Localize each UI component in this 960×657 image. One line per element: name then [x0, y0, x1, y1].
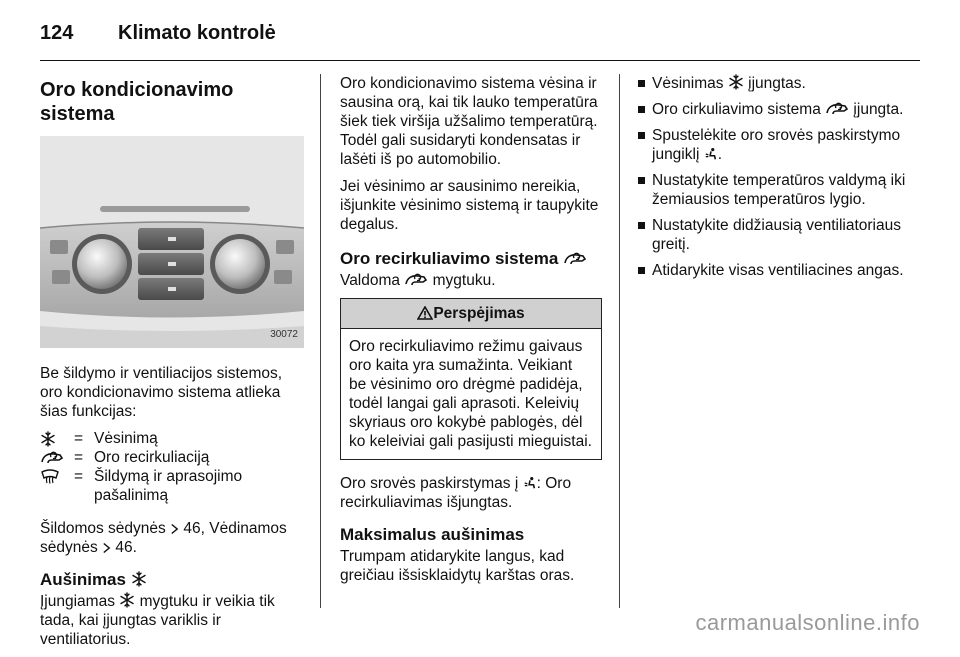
page-reference-icon: [102, 542, 111, 554]
function-legend: [40, 429, 305, 505]
list-item-text: Vėsinimas: [652, 75, 728, 92]
airflow-distribution-icon: [523, 476, 537, 490]
recirculation-text: mygtuku.: [428, 272, 496, 289]
list-item-text: Nustatykite didžiausią ventiliatoriaus greitį.: [652, 217, 901, 253]
snowflake-icon: [40, 431, 56, 447]
airflow-paragraph: [340, 474, 602, 512]
legend-equals: =: [74, 449, 84, 466]
warning-triangle-icon: [417, 306, 433, 320]
list-item: [638, 100, 908, 119]
image-reference-number: 30072: [270, 329, 298, 340]
recirculation-text: Valdoma: [340, 272, 405, 289]
column-right: [638, 74, 908, 287]
list-item: [638, 216, 908, 254]
chapter-title: Klimato kontrolė: [118, 22, 276, 44]
list-item-text: įjungtas.: [743, 75, 806, 92]
legend-row: [40, 467, 305, 505]
legend-row: [40, 448, 305, 467]
airflow-text: : Oro recirkuliavimas išjungtas.: [340, 475, 572, 511]
column-divider: [320, 74, 321, 608]
legend-equals: =: [74, 468, 84, 485]
max-cooling-paragraph: Trumpam atidarykite langus, kad greičiau išsisklaidytų karštas oras.: [340, 548, 575, 584]
ac-paragraph-1: Oro kondicionavimo sistema vėsina ir sausina orą, kai tik lauko temperatūra šiek tiek viršija užšalimo temperatūrą. Todėl gali susidaryti kondensatas ir lašėti iš po automobilio.: [340, 75, 598, 168]
list-item-text: Nustatykite temperatūros valdymą iki žemiausios temperatūros lygio.: [652, 172, 906, 208]
list-item: [638, 74, 908, 93]
legend-equals: =: [74, 430, 84, 447]
recirculation-icon: [825, 102, 849, 116]
ac-paragraph-2: Jei vėsinimo ar sausinimo nereikia, išjunkite vėsinimo sistemą ir taupykite degalus.: [340, 178, 599, 233]
warning-text: Oro recirkuliavimo režimu gaivaus oro kaita yra sumažinta. Veikiant be vėsinimo oro drėgmė padidėja, todėl langai gali aprasoti. Keleivių skyriaus oro kokybė pablogės, dėl ko keleiviai gali pasijusti mieguistai.: [349, 338, 592, 450]
recirculation-heading-text: Oro recirkuliavimo sistema: [340, 249, 563, 268]
list-item: [638, 126, 908, 164]
recirculation-paragraph: [340, 271, 602, 290]
recirculation-heading: [340, 248, 602, 269]
defrost-icon: [40, 469, 60, 485]
snowflake-icon: [119, 592, 135, 608]
legend-row: [40, 429, 305, 448]
legend-text: Oro recirkuliaciją: [94, 449, 210, 466]
column-middle: [340, 74, 602, 593]
watermark: carmanualsonline.info: [695, 610, 920, 635]
control-panel-illustration: [40, 136, 304, 348]
warning-header: [341, 299, 601, 329]
list-item-text: Atidarykite visas ventiliacines angas.: [652, 262, 904, 279]
intro-paragraph: Be šildymo ir ventiliacijos sistemos, oro kondicionavimo sistema atlieka šias funkcijas:: [40, 365, 283, 420]
list-item: [638, 171, 908, 209]
climate-control-panel-photo: [40, 136, 304, 348]
section-title: Oro kondicionavimo sistema: [40, 79, 234, 125]
cooling-text: Įjungiamas: [40, 593, 120, 610]
warning-box: [340, 298, 602, 460]
recirculation-icon: [404, 273, 428, 287]
column-left: [40, 74, 305, 657]
page-number: 124: [40, 22, 74, 44]
list-item-text: Oro cirkuliavimo sistema: [652, 101, 826, 118]
max-cooling-heading: Maksimalus aušinimas: [340, 525, 525, 544]
seats-reference-paragraph: [40, 519, 305, 557]
page-reference-icon: [170, 523, 179, 535]
legend-text: Vėsinimą: [94, 430, 158, 447]
legend-text: Šildymą ir aprasojimo pašalinimą: [94, 468, 243, 504]
list-item: [638, 261, 908, 280]
seats-text[interactable]: 46.: [115, 539, 137, 556]
page-header: [40, 14, 920, 54]
seats-text: Šildomos sėdynės: [40, 520, 171, 537]
snowflake-icon: [728, 74, 744, 90]
cooling-heading: [40, 569, 305, 590]
airflow-text: Oro srovės paskirstymas į: [340, 475, 523, 492]
seats-text[interactable]: 46, Vėdinamos sėdynės: [40, 520, 287, 556]
header-rule: [40, 60, 920, 61]
list-item-text: įjungta.: [849, 101, 904, 118]
cooling-text: mygtuku ir veikia tik tada, kai įjungtas variklis ir ventiliatorius.: [40, 593, 275, 648]
cooling-paragraph: [40, 592, 305, 649]
max-cooling-steps: [638, 74, 908, 280]
recirculation-icon: [563, 252, 587, 266]
cooling-heading-text: Aušinimas: [40, 570, 131, 589]
list-item-text: .: [717, 146, 723, 163]
column-divider: [619, 74, 620, 608]
snowflake-icon: [131, 571, 147, 587]
list-item-text: Spustelėkite oro srovės paskirstymo jungiklį: [652, 127, 901, 163]
recirculation-icon: [40, 451, 64, 465]
airflow-distribution-icon: [704, 147, 718, 161]
warning-title: Perspėjimas: [433, 305, 525, 322]
